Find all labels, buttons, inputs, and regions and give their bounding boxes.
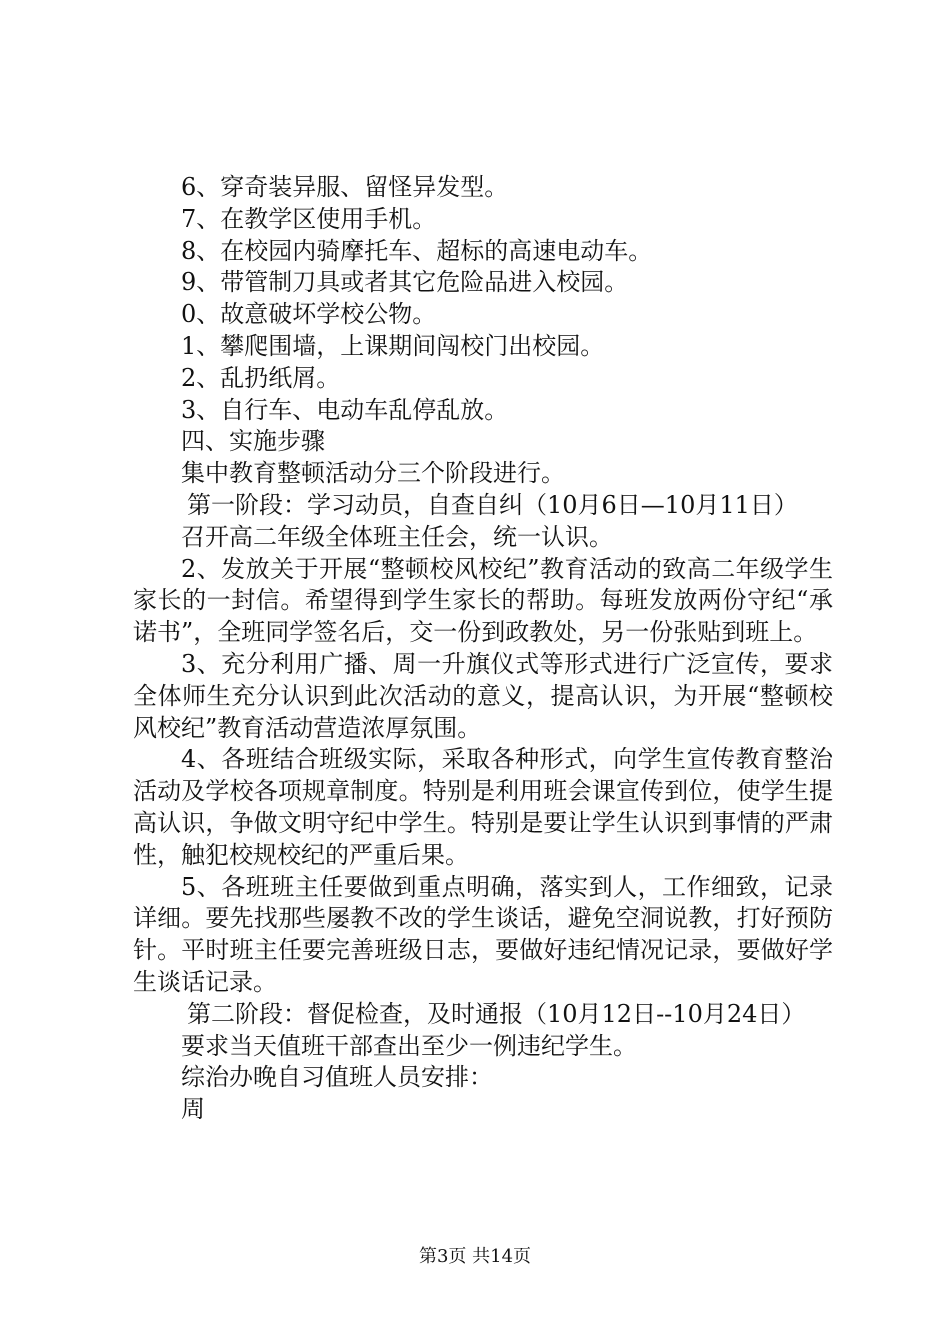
- rule-item-9: 9、带管制刀具或者其它危险品进入校园。: [181, 268, 629, 297]
- stage-one-item-4: 4、各班结合班级实际，采取各种形式，向学生宣传教育整治活动及学校各项规章制度。特别是利用班会课宣传到位，使学生提高认识，争做文明守纪中学生。特别是要让学生认识到事情的严肃性，触犯校规校纪的严重后果。: [133, 745, 833, 869]
- rule-item-11: 1、攀爬围墙，上课期间闯校门出校园。: [181, 331, 605, 360]
- stage-one-item-1: 召开高二年级全体班主任会，统一认识。: [181, 522, 613, 551]
- rule-item-10: 0、故意破坏学校公物。: [181, 300, 437, 329]
- rule-item-8: 8、在校园内骑摩托车、超标的高速电动车。: [181, 236, 653, 265]
- stage-two-heading: 第二阶段：督促检查，及时通报（10月12日--10月24日）: [187, 999, 806, 1028]
- duty-schedule-week: 周: [181, 1095, 205, 1124]
- stage-one-item-2: 2、发放关于开展“整顿校风校纪”教育活动的致高二年级学生家长的一封信。希望得到学生家长的帮助。每班发放两份守纪“承诺书”，全班同学签名后，交一份到政教处，另一份张贴到班上。: [133, 554, 833, 647]
- rule-item-13: 3、自行车、电动车乱停乱放。: [181, 395, 509, 424]
- stage-one-item-5: 5、各班班主任要做到重点明确，落实到人，工作细致，记录详细。要先找那些屡教不改的学生谈话，避免空洞说教，打好预防针。平时班主任要完善班级日志，要做好违纪情况记录，要做好学生谈话记录。: [133, 872, 833, 996]
- stage-one-item-3: 3、充分利用广播、周一升旗仪式等形式进行广泛宣传，要求全体师生充分认识到此次活动的意义，提高认识，为开展“整顿校风校纪”教育活动营造浓厚氛围。: [133, 649, 833, 742]
- rule-item-7: 7、在教学区使用手机。: [181, 204, 437, 233]
- rule-item-12: 2、乱扔纸屑。: [181, 363, 341, 392]
- section-heading: 四、实施步骤: [181, 427, 325, 456]
- rule-item-6: 6、穿奇装异服、留怪异发型。: [181, 173, 509, 201]
- duty-schedule-label: 综治办晚自习值班人员安排：: [181, 1063, 493, 1092]
- document-body: [133, 172, 833, 1126]
- stage-one-heading: 第一阶段：学习动员，自查自纠（10月6日—10月11日）: [187, 490, 798, 519]
- stage-two-item-1: 要求当天值班干部查出至少一例违纪学生。: [181, 1031, 637, 1060]
- page-footer: 第3页 共14页: [418, 1246, 532, 1267]
- stages-intro: 集中教育整顿活动分三个阶段进行。: [181, 459, 565, 488]
